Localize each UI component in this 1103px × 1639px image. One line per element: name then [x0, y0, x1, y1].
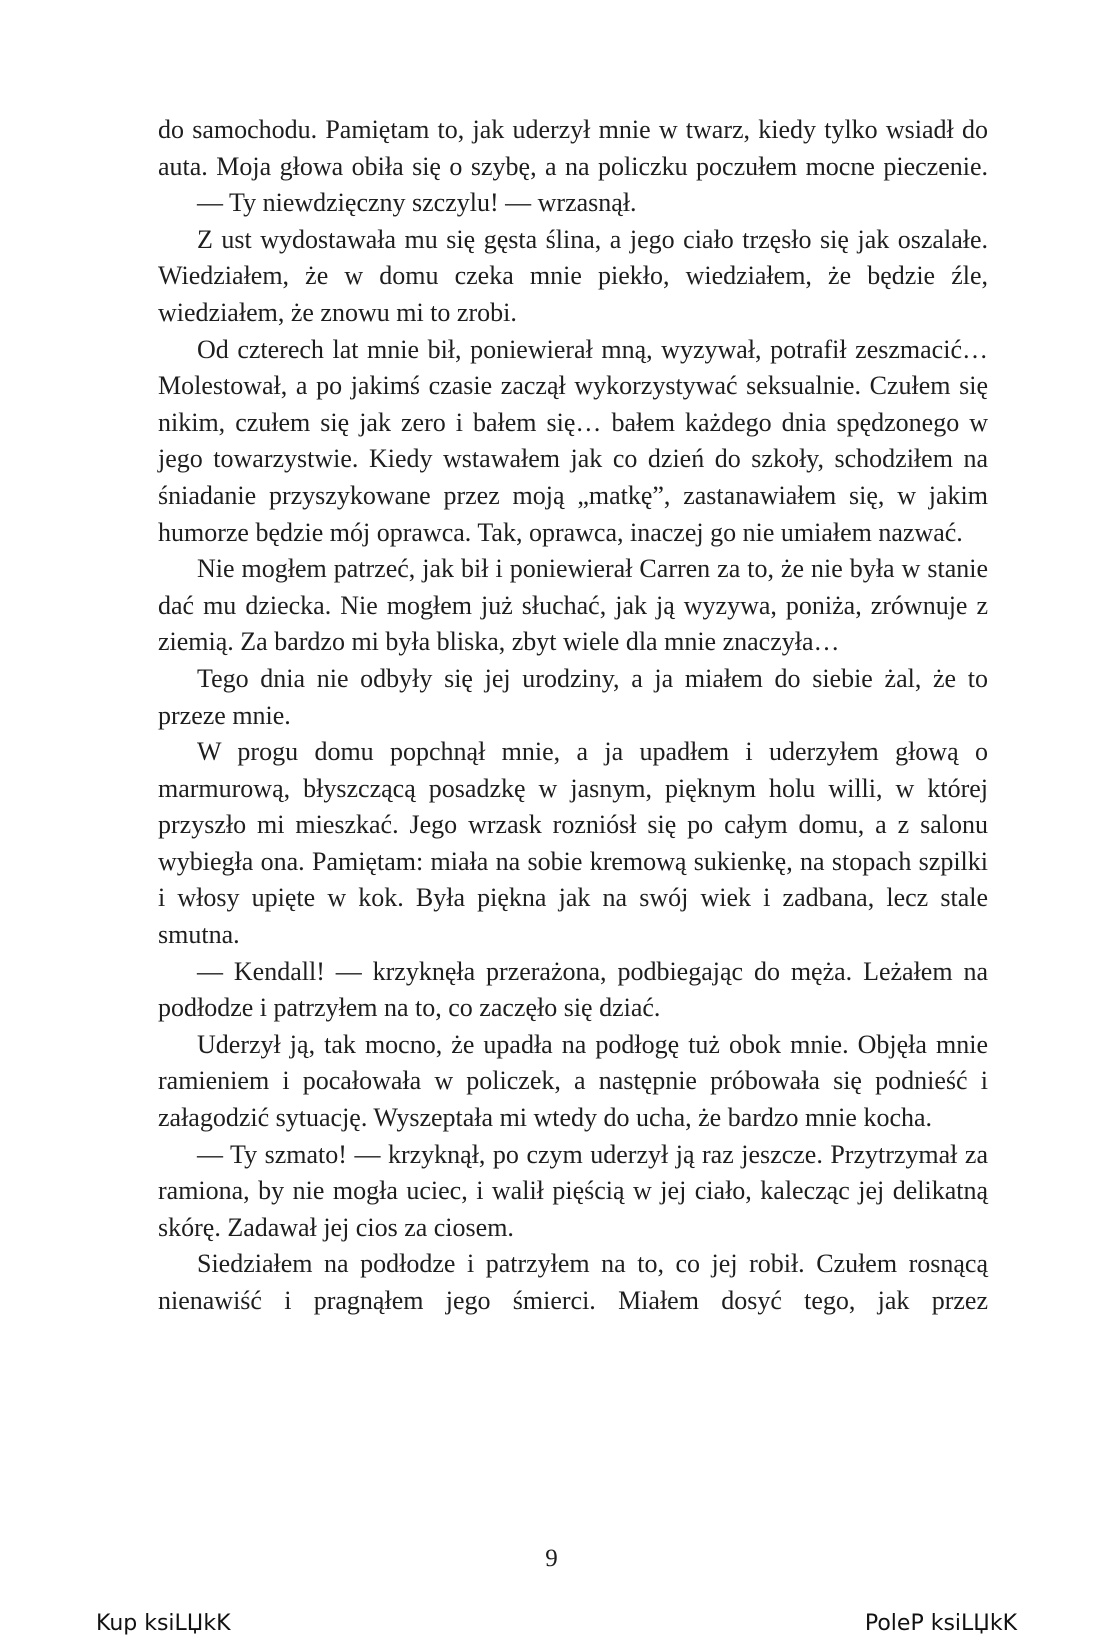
- paragraph: Tego dnia nie odbyły się jej urodziny, a ja miałem do siebie żal, że to przeze mnie.: [158, 663, 988, 730]
- buy-book-link[interactable]: Kup ksiLЏkK: [96, 1611, 231, 1636]
- paragraph: do samochodu. Pamiętam to, jak uderzył mnie w twarz, kiedy tylko wsiadł do auta. Moja głowa obiła się o szybę, a na policzku poczułem mocne pieczenie.: [158, 115, 988, 181]
- paragraph: W progu domu popchnął mnie, a ja upadłem i uderzyłem głową o marmurową, błyszczącą posadzkę w jasnym, pięknym holu willi, w której przyszło mi mieszkać. Jego wrzask rozniósł się po całym domu, a z salonu wybiegła ona. Pamiętam: miała na sobie kremową sukienkę, na stopach szpilki i włosy upięte w kok. Była piękna jak na swój wiek i zadbana, lecz stale smutna.: [158, 737, 988, 950]
- paragraph: Siedziałem na podłodze i patrzyłem na to, co jej robił. Czułem rosnącą nienawiść i pragnąłem jego śmierci. Miałem dosyć tego, jak przez: [158, 1249, 988, 1315]
- page-body: [158, 112, 988, 1320]
- paragraph: — Kendall! — krzyknęła przerażona, podbiegając do męża. Leżałem na podłodze i patrzyłem na to, co zaczęło się dziać.: [158, 956, 988, 1023]
- paragraph: Nie mogłem patrzeć, jak bił i poniewierał Carren za to, że nie była w stanie dać mu dziecka. Nie mogłem już słuchać, jak ją wyzywa, poniża, zrównuje z ziemią. Za bardzo mi była bliska, zbyt wiele dla mnie znaczyła…: [158, 554, 988, 657]
- paragraph: Z ust wydostawała mu się gęsta ślina, a jego ciało trzęsło się jak oszalałe. Wiedziałem, że w domu czeka mnie piekło, wiedziałem, że będzie źle, wiedziałem, że znowu mi to zrobi.: [158, 224, 988, 327]
- paragraph: Od czterech lat mnie bił, poniewierał mną, wyzywał, potrafił zeszmacić… Molestował, a po jakimś czasie zaczął wykorzystywać seksualnie. Czułem się nikim, czułem się jak zero i bałem się… bałem każdego dnia spędzonego w jego towarzystwie. Kiedy wstawałem jak co dzień do szkoły, schodziłem na śniadanie przyszykowane przez moją „matkę”, zastanawiałem się, w jakim humorze będzie mój oprawca. Tak, oprawca, inaczej go nie umiałem nazwać.: [158, 334, 988, 547]
- recommend-book-link[interactable]: PoleP ksiLЏkK: [864, 1611, 1017, 1636]
- paragraph: — Ty szmato! — krzyknął, po czym uderzył ją raz jeszcze. Przytrzymał za ramiona, by nie mogła uciec, i walił pięścią w jej ciało, kalecząc jej delikatną skórę. Zadawał jej cios za ciosem.: [158, 1139, 988, 1242]
- paragraph: Uderzył ją, tak mocno, że upadła na podłogę tuż obok mnie. Objęła mnie ramieniem i pocałowała w policzek, a następnie próbowała się podnieść i załagodzić sytuację. Wyszeptała mi wtedy do ucha, że bardzo mnie kocha.: [158, 1029, 988, 1133]
- page-number: 9: [545, 1545, 558, 1572]
- paragraph: — Ty niewdzięczny szczylu! — wrzasnął.: [197, 188, 637, 218]
